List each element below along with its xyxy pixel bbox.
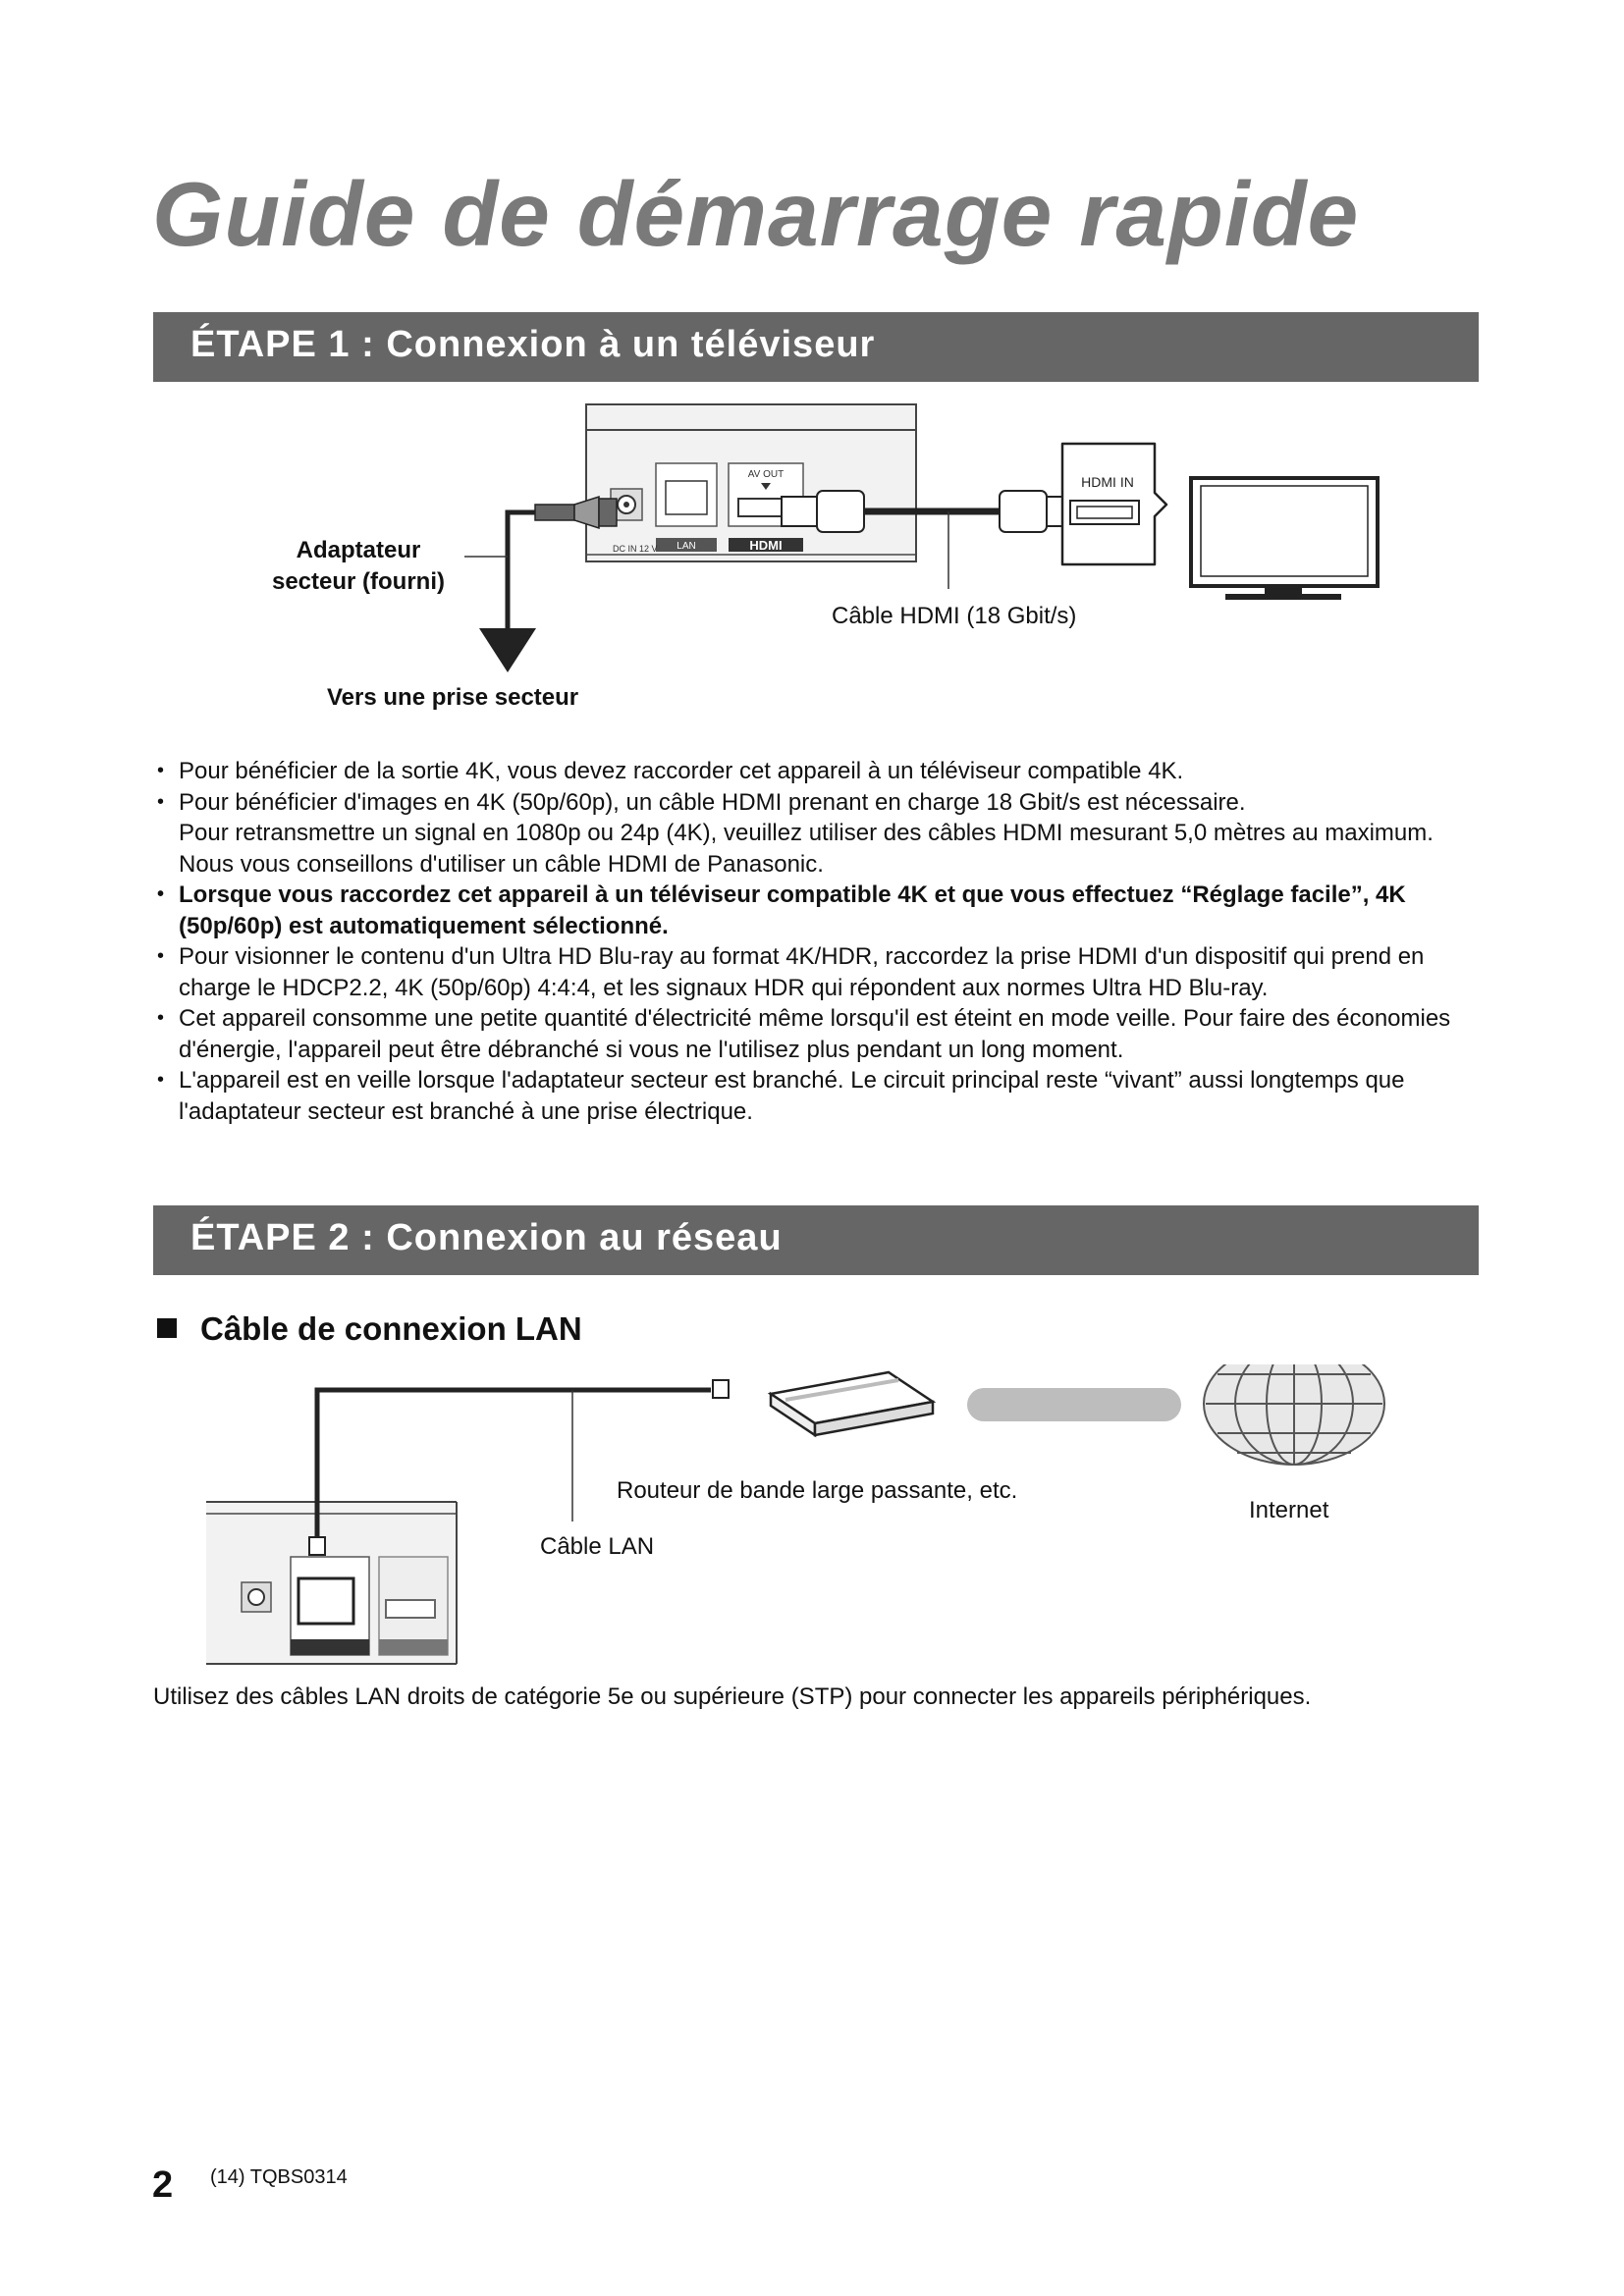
step1-header: [153, 312, 1479, 382]
router-label: Routeur de bande large passante, etc.: [617, 1477, 1018, 1504]
player-back-panel-icon: [206, 1502, 457, 1664]
tv-hdmi-in-panel-icon: [1062, 444, 1166, 564]
list-item: • L'appareil est en veille lorsque l'adaptateur secteur est branché. Le circuit principal reste “vivant” aussi longtemps que l'adaptateur secteur est branché à une prise électrique.: [157, 1065, 1478, 1127]
lan-note: Utilisez des câbles LAN droits de catégorie 5e ou supérieure (STP) pour connecter les appareils périphériques.: [153, 1683, 1312, 1710]
lan-plug-icon: [309, 1537, 325, 1555]
internet-globe-icon: [1204, 1364, 1384, 1465]
hdmi-cable-icon: [782, 491, 1078, 532]
hdmi-in-label: HDMI IN: [1081, 474, 1134, 490]
list-item: • Pour visionner le contenu d'un Ultra HD Blu-ray au format 4K/HDR, raccordez la prise HDMI d'un dispositif qui prend en charge le HDCP2.2, 4K (50p/60p) 4:4:4, et les signaux HDR qui répondent aux normes Ultra HD Blu-ray.: [157, 941, 1478, 1003]
lan-port-label: LAN: [677, 541, 696, 552]
adapter-label-line2: secteur (fourni): [271, 568, 445, 595]
tv-icon: [1191, 478, 1378, 600]
adapter-plug-icon: [535, 497, 617, 528]
internet-label: Internet: [1249, 1497, 1329, 1523]
adapter-label: [260, 535, 457, 598]
dc-in-label: DC IN 12 V: [613, 544, 658, 554]
lan-plug-icon: [713, 1380, 729, 1398]
tv-connection-diagram: [0, 383, 1624, 726]
hdmi-port-label: HDMI: [749, 538, 783, 553]
list-item: • Pour bénéficier d'images en 4K (50p/60p), un câble HDMI prenant en charge 18 Gbit/s est nécessaire. Pour retransmettre un signal en 1080p ou 24p (4K), veuillez utiliser des câbles HDMI mesurant 5,0 mètres au maximum. Nous vous conseillons d'utiliser un câble HDMI de Panasonic.: [157, 787, 1478, 881]
square-bullet-icon: [157, 1318, 177, 1338]
list-item: • Lorsque vous raccordez cet appareil à un téléviseur compatible 4K et que vous effectuez “Réglage facile”, 4K (50p/60p) est automatiquement sélectionné.: [157, 880, 1478, 941]
internet-connection-bar: [967, 1388, 1181, 1421]
adapter-label-line1: Adaptateur: [296, 537, 421, 563]
page-title: Guide de démarrage rapide: [152, 163, 1360, 265]
lan-subheading: Câble de connexion LAN: [157, 1310, 582, 1348]
step1-header-text: ÉTAPE 1 : Connexion à un téléviseur: [190, 324, 876, 365]
lan-cable-label: Câble LAN: [540, 1533, 655, 1560]
step2-header-text: ÉTAPE 2 : Connexion au réseau: [190, 1217, 783, 1258]
hdmi-cable-label: Câble HDMI (18 Gbit/s): [832, 603, 1077, 629]
page-number: 2: [152, 2164, 174, 2206]
down-arrow-icon: [479, 628, 536, 672]
list-item: • Cet appareil consomme une petite quantité d'électricité même lorsqu'il est éteint en mode veille. Pour faire des économies d'énergie, l'appareil peut être débranché si vous ne l'utilisez plus pendant un long moment.: [157, 1003, 1478, 1065]
router-icon: [771, 1372, 933, 1435]
document-code: (14) TQBS0314: [210, 2166, 348, 2188]
outlet-label: Vers une prise secteur: [327, 684, 579, 711]
step2-header: [153, 1205, 1479, 1275]
list-item: • Pour bénéficier de la sortie 4K, vous devez raccorder cet appareil à un téléviseur compatible 4K.: [157, 756, 1478, 787]
av-out-label: AV OUT: [747, 469, 785, 480]
step1-bullet-list: [157, 756, 1478, 1127]
lan-connection-diagram: [0, 1364, 1624, 1679]
